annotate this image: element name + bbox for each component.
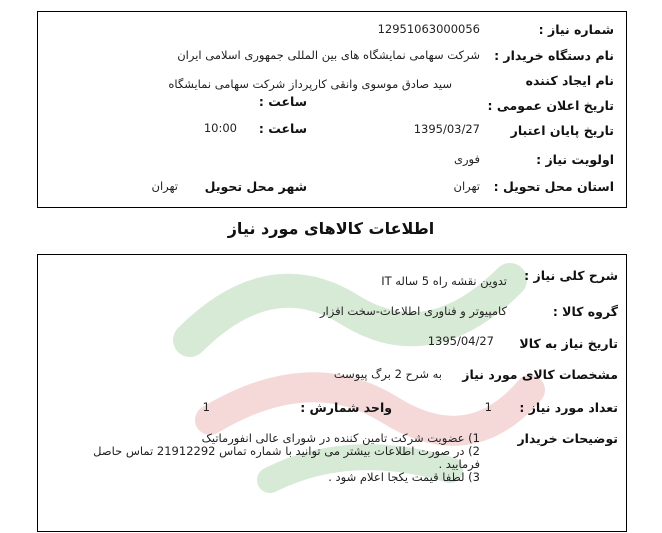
goods-group-label: گروه کالا : [552, 304, 618, 319]
buyer-org-value: شرکت سهامی نمایشگاه های بین المللی جمهوری اسلامی ایران [177, 48, 480, 62]
quantity-value: 1 [484, 400, 492, 414]
province-label: استان محل تحویل : [493, 179, 614, 194]
unit-label: واحد شمارش : [300, 400, 392, 415]
validity-date-value: 1395/03/27 [413, 122, 480, 136]
notes-line-1: 1) عضویت شرکت تامین کننده در شورای عالی انفورماتیک [201, 431, 480, 445]
quantity-label: تعداد مورد نیاز : [519, 400, 618, 415]
validity-time-label: ساعت : [258, 121, 307, 136]
specs-label: مشخصات کالای مورد نیاز [462, 367, 618, 382]
need-date-value: 1395/04/27 [427, 334, 494, 348]
unit-value: 1 [202, 400, 210, 414]
goods-info-box [37, 254, 627, 532]
priority-value: فوری [454, 152, 480, 166]
notes-line-2: 2) در صورت اطلاعات بیشتر می توانید با شماره تماس 21912292 تماس حاصل فرمایید . [93, 444, 480, 471]
notes-line-3: 3) لطفا قیمت یکجا اعلام شود . [328, 470, 480, 484]
specs-value: به شرح 2 برگ پیوست [333, 367, 442, 381]
section-title: اطلاعات کالاهای مورد نیاز [227, 219, 435, 238]
priority-label: اولویت نیاز : [536, 152, 614, 167]
need-number-value: 12951063000056 [377, 22, 480, 36]
announce-date-label: تاریخ اعلان عمومی : [487, 98, 614, 113]
creator-label: نام ایجاد کننده [525, 73, 614, 88]
buyer-notes [80, 432, 480, 484]
city-value: تهران [151, 179, 178, 193]
announce-time-label: ساعت : [258, 94, 307, 109]
summary-label: شرح کلی نیاز : [524, 268, 618, 283]
buyer-org-label: نام دستگاه خریدار : [494, 48, 614, 63]
summary-value: تدوین نقشه راه 5 ساله IT [381, 274, 507, 288]
validity-time-value: 10:00 [203, 121, 237, 135]
buyer-notes-label: توضیحات خریدار [517, 431, 618, 446]
city-label: شهر محل تحویل [204, 179, 307, 194]
goods-group-value: کامپیوتر و فناوری اطلاعات-سخت افزار [319, 304, 507, 318]
need-date-label: تاریخ نیاز به کالا [519, 336, 618, 351]
validity-date-label: تاریخ پایان اعتبار [510, 123, 614, 138]
province-value: تهران [453, 179, 480, 193]
need-number-label: شماره نیاز : [538, 22, 614, 37]
creator-value: سید صادق موسوی وانقی کارپرداز شرکت سهامی نمایشگاه [168, 77, 452, 91]
